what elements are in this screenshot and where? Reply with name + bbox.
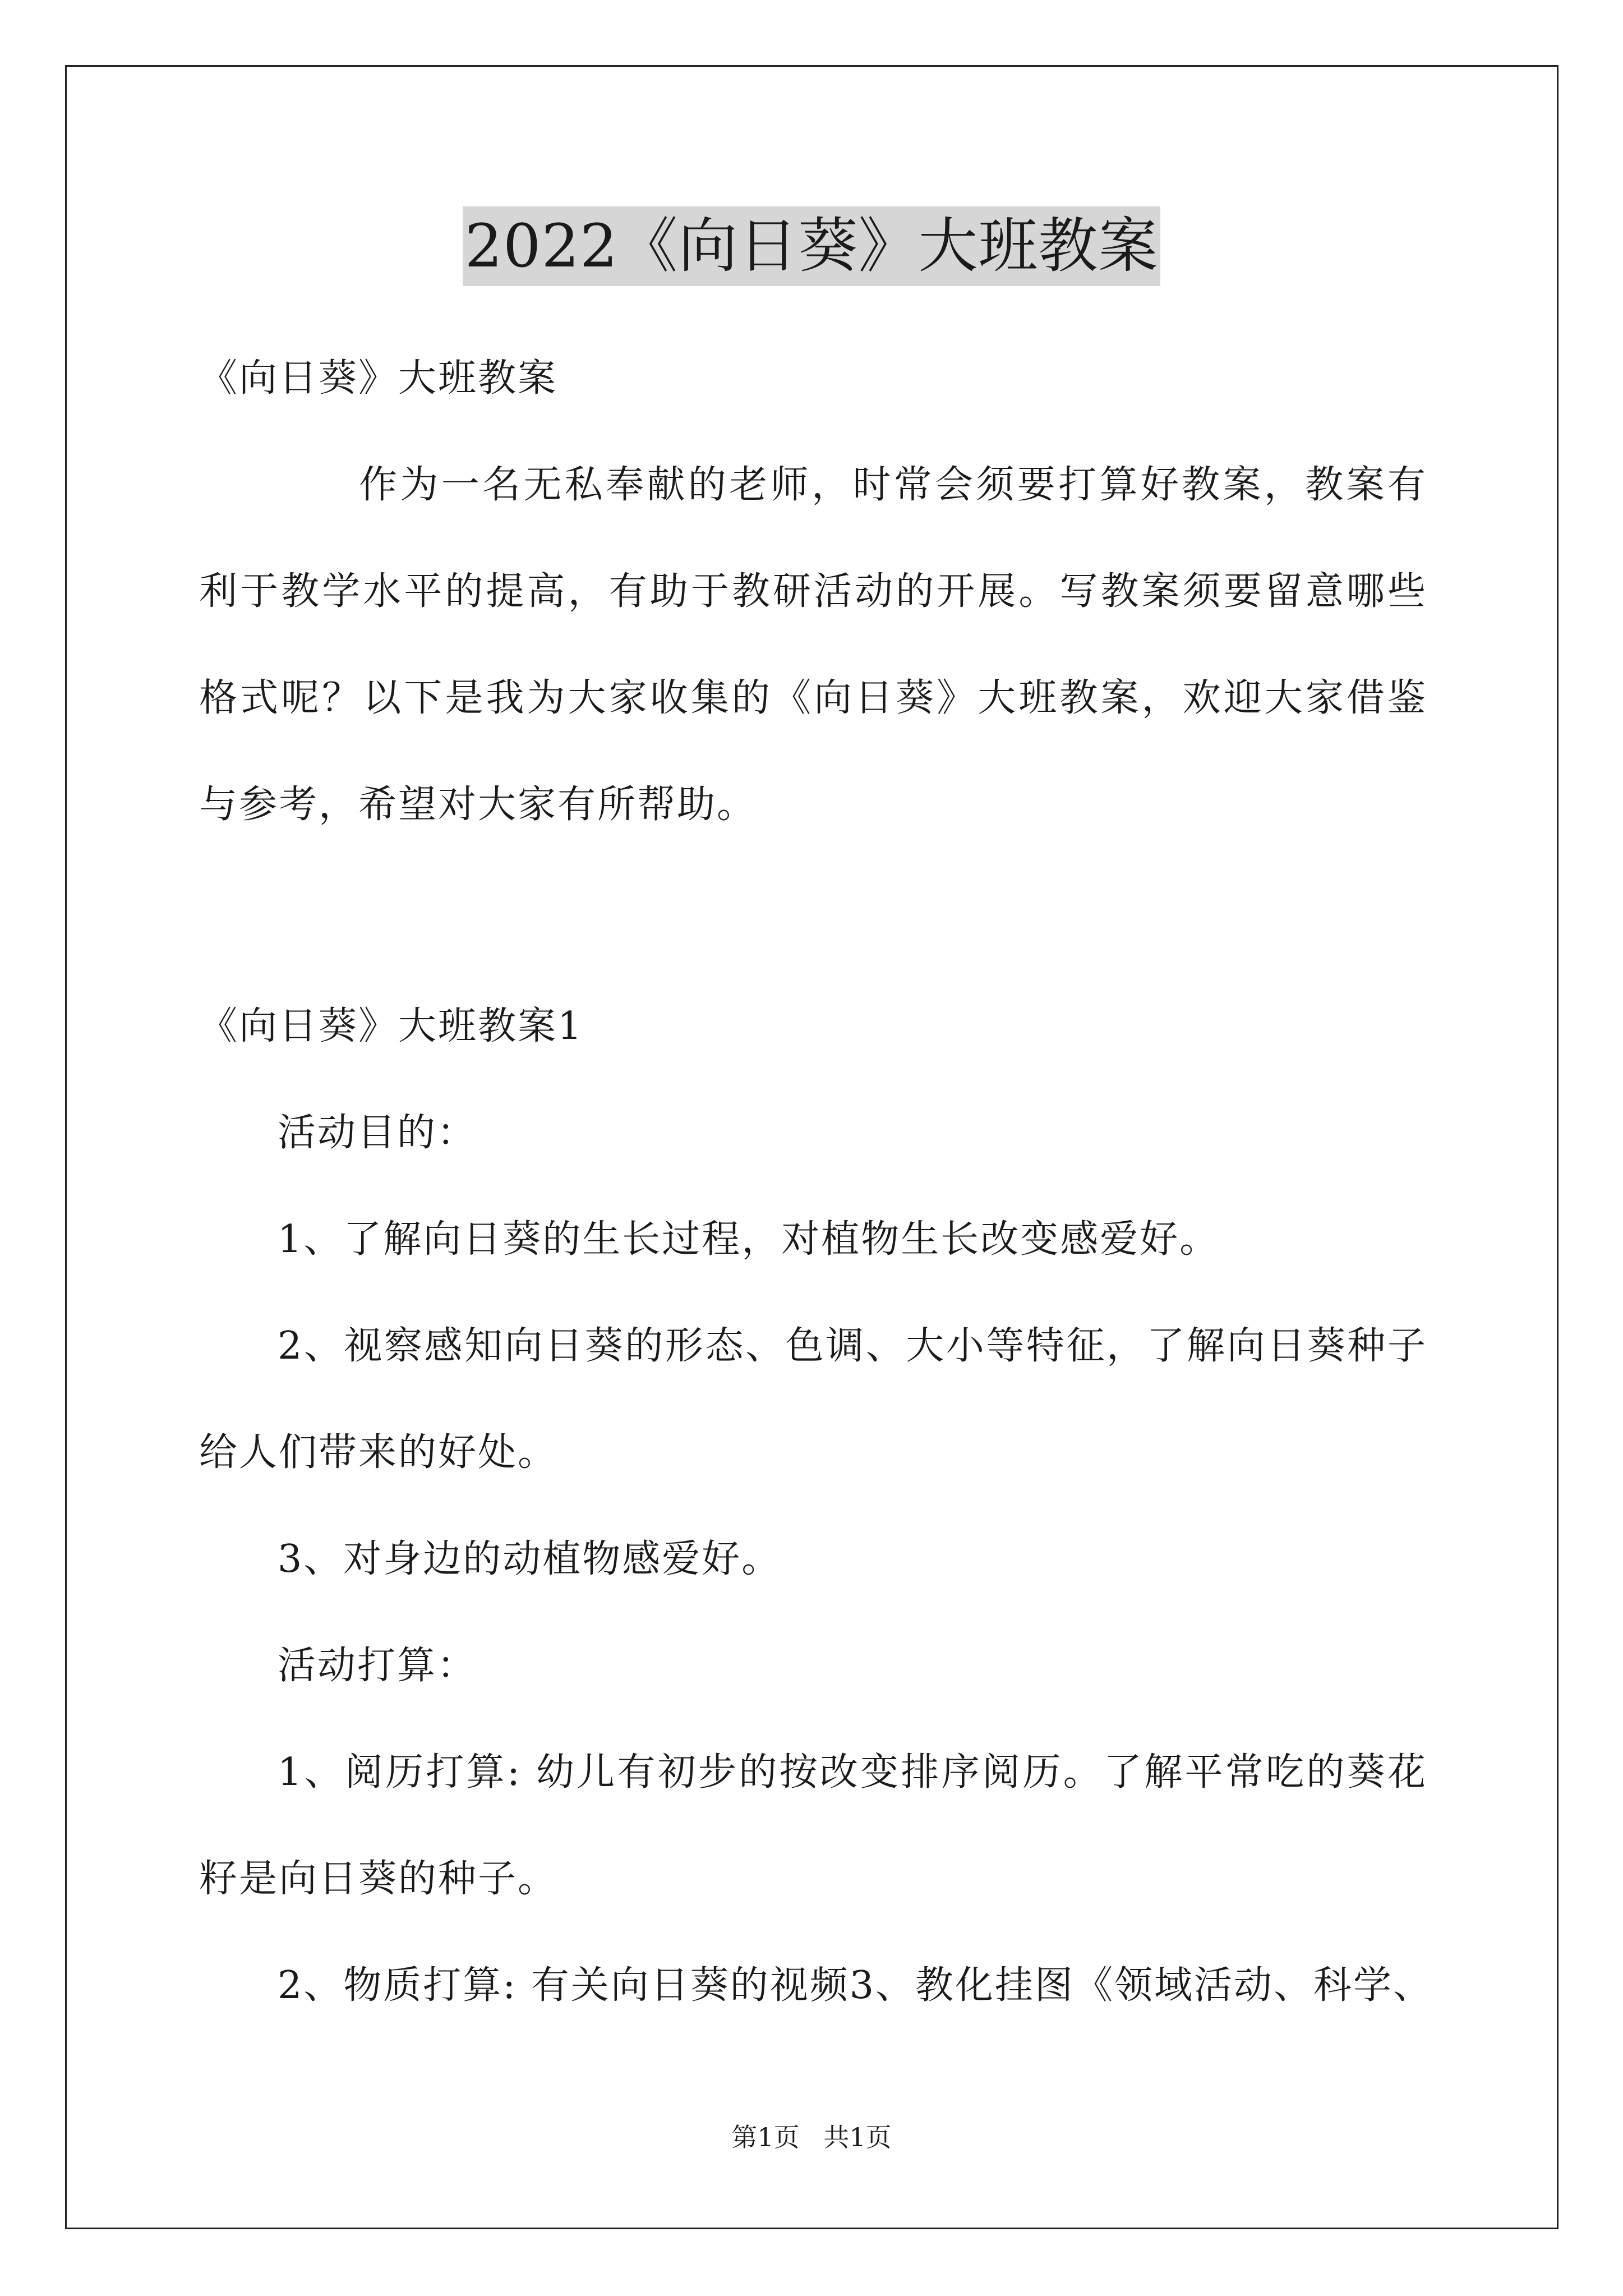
intro-line-1: 作为一名无私奉献的老师，时常会须要打算好教案，教案有 (359, 463, 1427, 507)
page-footer (0, 2120, 1623, 2154)
section-title: 《向日葵》大班教案1 (199, 1004, 584, 1048)
page-number-total: 共1页 (823, 2122, 892, 2152)
goal-item-3: 3、对身边的动植物感爱好。 (278, 1537, 782, 1581)
intro-line-4: 与参考，希望对大家有所帮助。 (199, 783, 757, 827)
goal-heading: 活动目的： (278, 1111, 477, 1155)
intro-line-2: 利于教学水平的提高，有助于教研活动的开展。写教案须要留意哪些 (199, 569, 1427, 614)
prep-item-1-line-1: 1、阅历打算: 幼儿有初步的按改变排序阅历。了解平常吃的葵花 (278, 1750, 1427, 1795)
document-title: 2022《向日葵》大班教案 (463, 206, 1161, 286)
goal-item-2-line-1: 2、视察感知向日葵的形态、色调、大小等特征，了解向日葵种子 (278, 1324, 1427, 1368)
page-number-current: 第1页 (731, 2122, 800, 2152)
title-container (0, 206, 1623, 286)
goal-item-2-line-2: 给人们带来的好处。 (199, 1430, 558, 1475)
intro-line-3: 格式呢？以下是我为大家收集的《向日葵》大班教案，欢迎大家借鉴 (199, 676, 1427, 720)
prep-item-2-line-1: 2、物质打算: 有关向日葵的视频3、教化挂图《领域活动、科学、 (278, 1963, 1433, 2008)
prep-heading: 活动打算： (278, 1644, 477, 1688)
document-subtitle: 《向日葵》大班教案 (199, 356, 558, 401)
prep-item-1-line-2: 籽是向日葵的种子。 (199, 1857, 558, 1901)
goal-item-1: 1、了解向日葵的生长过程，对植物生长改变感爱好。 (278, 1217, 1220, 1262)
